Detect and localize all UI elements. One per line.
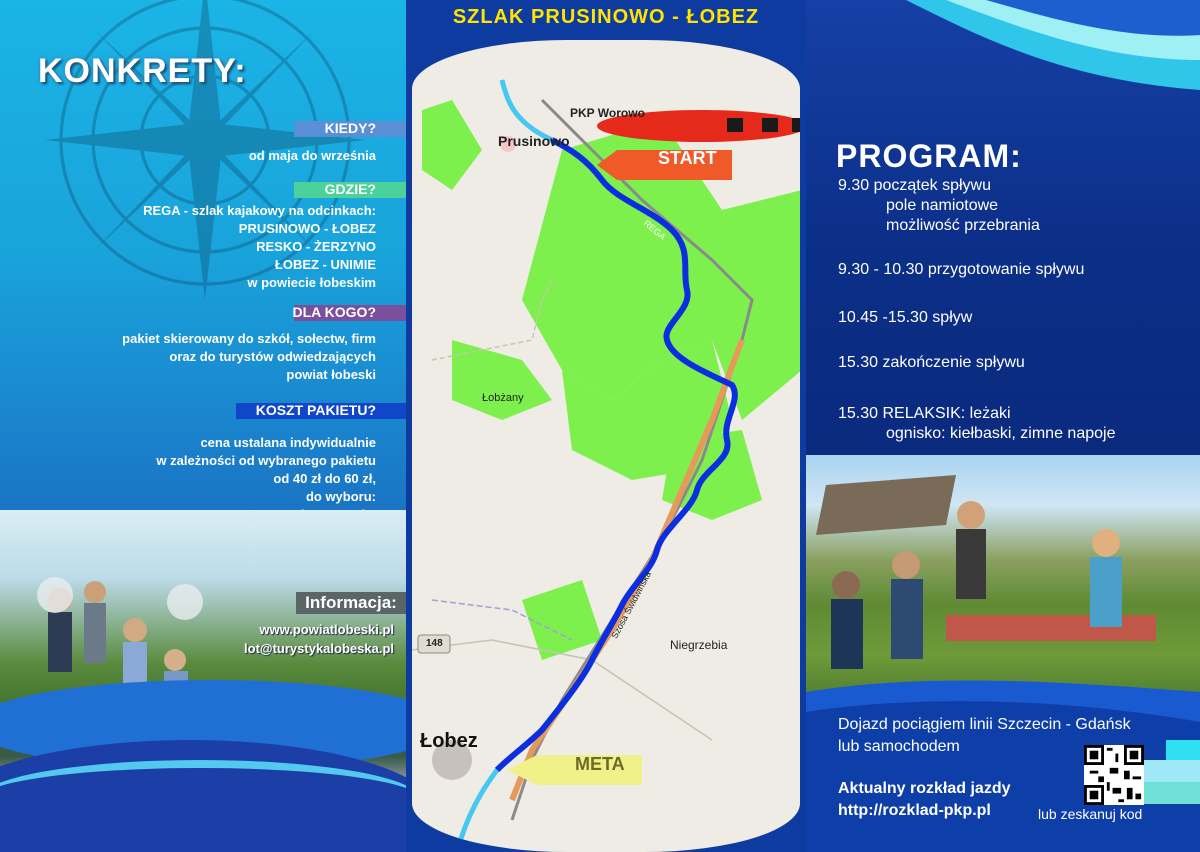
koszt-label: KOSZT PAKIETU? <box>255 402 376 418</box>
schedule-line: 15.30 RELAKSIK: leżaki <box>838 405 1011 422</box>
schedule-item <box>838 404 1115 444</box>
color-block <box>1166 740 1200 760</box>
koszt-line: w zależności od wybranego pakietu <box>156 453 376 468</box>
lobez-label: Łobez <box>420 730 478 752</box>
gdzie-line: REGA - szlak kajakowy na odcinkach: <box>143 203 376 218</box>
schedule-item <box>838 176 1040 236</box>
website-link[interactable]: www.powiatlobeski.pl <box>259 622 394 637</box>
gdzie-label: GDZIE? <box>324 181 376 197</box>
email-link[interactable]: lot@turystykalobeska.pl <box>244 641 394 656</box>
dla-kogo-label: DLA KOGO? <box>292 304 376 320</box>
gdzie-line: PRUSINOWO - ŁOBEZ <box>238 221 376 236</box>
contact-links <box>244 620 394 658</box>
dla-kogo-line: oraz do turystów odwiedzających <box>169 349 376 364</box>
qr-code[interactable] <box>1084 745 1144 805</box>
pkp-worowo-label: PKP Worowo <box>570 106 645 120</box>
kiedy-label: KIEDY? <box>324 120 376 136</box>
dla-kogo-line: pakiet skierowany do szkół, sołectw, firm <box>122 331 376 346</box>
meta-label: META <box>575 754 625 774</box>
river-label: REGA <box>641 217 668 243</box>
schedule-line: możliwość przebrania <box>886 217 1040 234</box>
schedule-item <box>838 260 1084 280</box>
schedule-item <box>838 353 1025 373</box>
timetable-text <box>838 778 1011 822</box>
konkrety-heading: KONKRETY: <box>38 52 247 90</box>
schedule-line: 9.30 początek spływu <box>838 177 991 194</box>
niegrzebia-label: Niegrzebia <box>670 638 728 652</box>
informacja-label: Informacja: <box>296 592 406 614</box>
transport-line: Dojazd pociągiem linii Szczecin - Gdańsk <box>838 716 1131 733</box>
schedule-line: 10.45 -15.30 spływ <box>838 309 973 326</box>
schedule-line: 15.30 zakończenie spływu <box>838 354 1025 371</box>
lobzany-label: Łobżany <box>482 392 524 404</box>
program-heading: PROGRAM: <box>836 138 1022 174</box>
timetable-label: Aktualny rozkład jazdy <box>838 780 1011 797</box>
wave-decoration <box>0 760 406 838</box>
dla-kogo-text <box>122 330 376 384</box>
dla-kogo-line: powiat łobeski <box>286 367 376 382</box>
left-panel <box>0 0 406 852</box>
kiedy-text: od maja do września <box>248 148 376 163</box>
right-panel <box>806 0 1200 852</box>
route-map <box>412 40 800 852</box>
gdzie-line: RESKO - ŻERZYNO <box>256 239 376 254</box>
schedule-line: 9.30 - 10.30 przygotowanie spływu <box>838 261 1085 278</box>
timetable-link[interactable]: http://rozklad-pkp.pl <box>838 802 991 819</box>
koszt-line: do wyboru: <box>305 489 376 504</box>
start-label: START <box>658 148 717 168</box>
top-wave-decoration <box>806 0 1200 140</box>
gdzie-line: ŁOBEZ - UNIMIE <box>274 257 376 272</box>
road-name-label: Szosa Świdwińska <box>609 569 654 641</box>
gdzie-line: w powiecie łobeskim <box>247 275 376 290</box>
map-panel <box>406 0 806 852</box>
schedule-item <box>838 308 972 328</box>
picnic-illustration <box>806 455 1200 705</box>
schedule-line: ognisko: kiełbaski, zimne napoje <box>886 425 1116 442</box>
koszt-line: od 40 zł do 60 zł, <box>273 471 376 486</box>
koszt-line: cena ustalana indywidualnie <box>200 435 376 450</box>
qr-code-icon <box>1084 745 1144 805</box>
prusinowo-label: Prusinowo <box>498 133 570 149</box>
picnic-photo <box>806 455 1200 705</box>
schedule-line: pole namiotowe <box>886 197 999 214</box>
gdzie-text <box>143 202 376 292</box>
road-number-label: 148 <box>426 638 443 649</box>
map-title: SZLAK PRUSINOWO - ŁOBEZ <box>452 6 760 28</box>
color-block <box>1144 760 1200 782</box>
transport-line: lub samochodem <box>838 738 960 755</box>
qr-label: lub zeskanuj kod <box>1038 806 1143 822</box>
